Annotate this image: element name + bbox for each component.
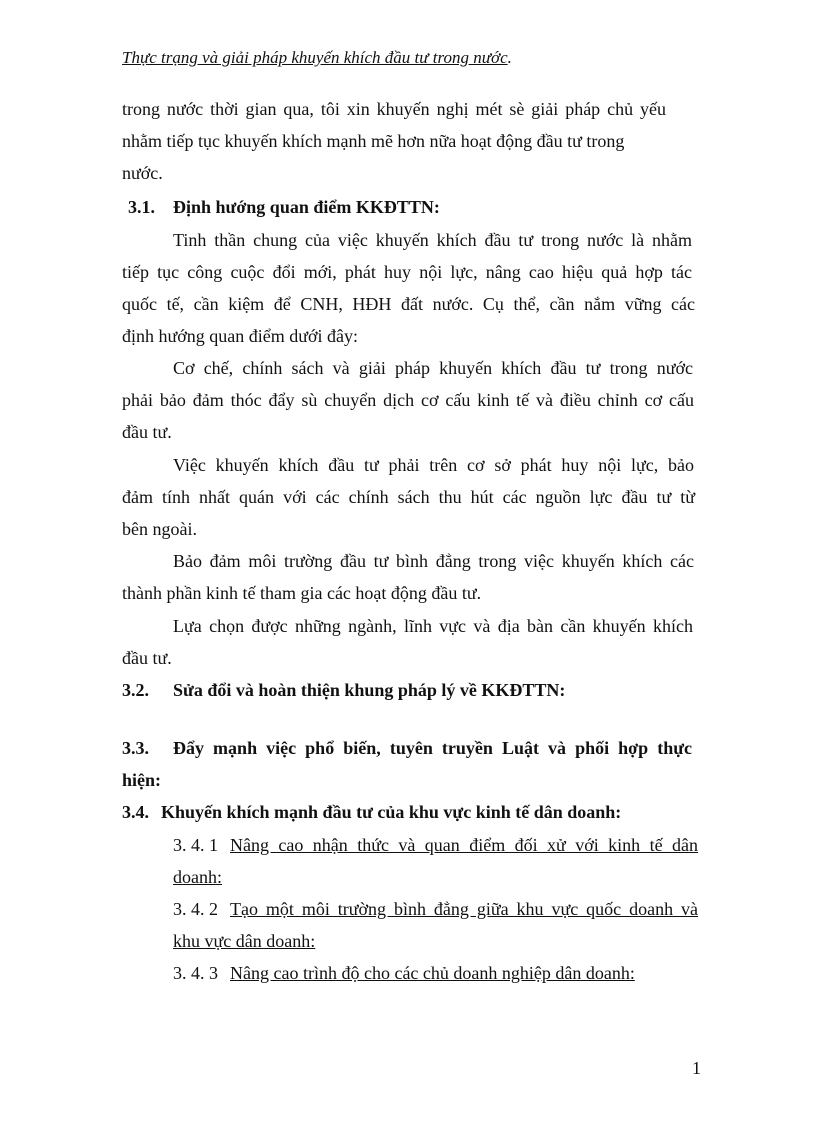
subsection-number: 3. 4. 2 bbox=[173, 899, 218, 919]
header-title: Thực trạng và giải pháp khuyến khích đầu tư trong nước bbox=[122, 48, 508, 67]
paragraph-line: Cơ chế, chính sách và giải pháp khuyến khích đầu tư trong nước bbox=[173, 358, 693, 378]
section-number: 3.3. bbox=[122, 738, 149, 758]
subsection-heading: Tạo một môi trường bình đẳng giữa khu vực quốc doanh và bbox=[230, 899, 698, 919]
subsection-number: 3. 4. 1 bbox=[173, 835, 218, 855]
page-number: 1 bbox=[692, 1058, 701, 1078]
paragraph-line: đầu tư. bbox=[122, 422, 172, 442]
section-heading: Khuyến khích mạnh đầu tư của khu vực kinh tế dân doanh: bbox=[161, 802, 622, 822]
section-heading: Định hướng quan điểm KKĐTTN: bbox=[173, 197, 440, 217]
paragraph-line: thành phần kinh tế tham gia các hoạt động đầu tư. bbox=[122, 583, 482, 603]
section-number: 3.2. bbox=[122, 680, 149, 700]
section-number: 3.1. bbox=[128, 197, 155, 217]
paragraph-line: Tinh thần chung của việc khuyến khích đầu tư trong nước là nhằm bbox=[173, 230, 692, 250]
running-header bbox=[122, 48, 512, 68]
paragraph-line: quốc tế, cần kiệm để CNH, HĐH đất nước. Cụ thể, cần nắm vững các bbox=[122, 294, 695, 314]
intro-line: nước. bbox=[122, 163, 163, 183]
paragraph-line: Lựa chọn được những ngành, lĩnh vực và địa bàn cần khuyến khích bbox=[173, 616, 693, 636]
paragraph-line: đảm tính nhất quán với các chính sách thu hút các nguồn lực đầu tư từ bbox=[122, 487, 695, 507]
section-heading-cont: hiện: bbox=[122, 770, 162, 790]
paragraph-line: phải bảo đảm thóc đẩy sù chuyển dịch cơ cấu kinh tế và điều chỉnh cơ cấu bbox=[122, 390, 694, 410]
intro-line: nhằm tiếp tục khuyến khích mạnh mẽ hơn nữa hoạt động đầu tư trong bbox=[122, 131, 625, 151]
intro-line: trong nước thời gian qua, tôi xin khuyến nghị mét sè giải pháp chủ yếu bbox=[122, 99, 666, 119]
section-heading: Sửa đổi và hoàn thiện khung pháp lý về KKĐTTN: bbox=[173, 680, 566, 700]
subsection-heading-cont: doanh: bbox=[173, 867, 222, 887]
paragraph-line: bên ngoài. bbox=[122, 519, 197, 539]
paragraph-line: tiếp tục công cuộc đổi mới, phát huy nội lực, nâng cao hiệu quả hợp tác bbox=[122, 262, 692, 282]
header-dot: . bbox=[507, 48, 512, 67]
paragraph-line: Việc khuyến khích đầu tư phải trên cơ sở phát huy nội lực, bảo bbox=[173, 455, 694, 475]
paragraph-line: Bảo đảm môi trường đầu tư bình đẳng trong việc khuyến khích các bbox=[173, 551, 694, 571]
section-number: 3.4. bbox=[122, 802, 149, 822]
section-heading: Đẩy mạnh việc phổ biến, tuyên truyền Luật và phối hợp thực bbox=[173, 738, 692, 758]
paragraph-line: định hướng quan điểm dưới đây: bbox=[122, 326, 359, 346]
subsection-heading: Nâng cao nhận thức và quan điểm đối xử với kinh tế dân bbox=[230, 835, 698, 855]
subsection-heading: Nâng cao trình độ cho các chủ doanh nghiệp dân doanh: bbox=[230, 963, 635, 983]
subsection-heading-cont: khu vực dân doanh: bbox=[173, 931, 316, 951]
paragraph-line: đầu tư. bbox=[122, 648, 172, 668]
subsection-number: 3. 4. 3 bbox=[173, 963, 218, 983]
